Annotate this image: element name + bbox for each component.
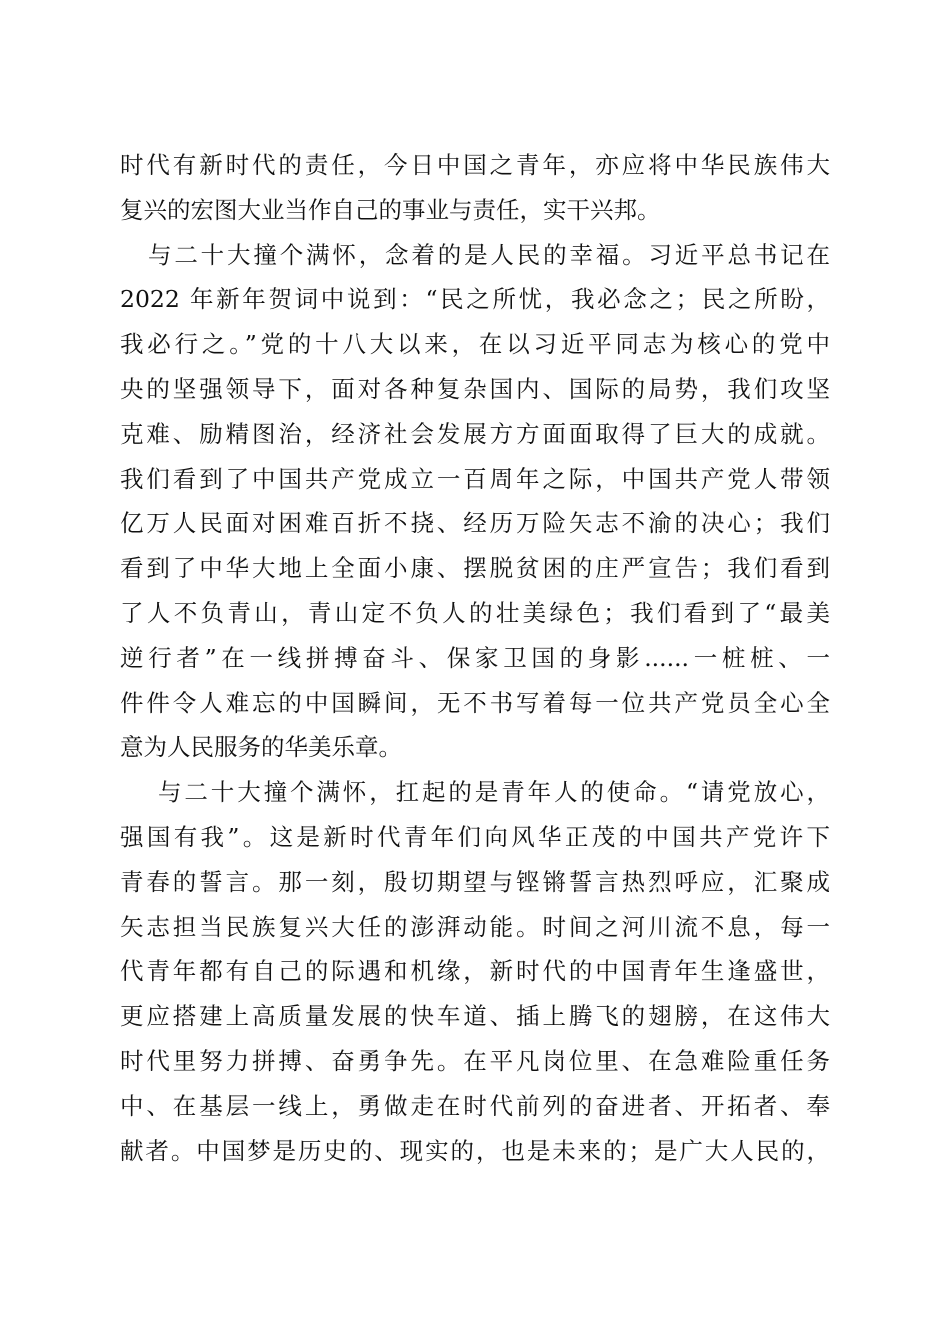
text-line: 我必行之。”党的十八大以来，在以习近平同志为核心的党中 — [120, 330, 830, 359]
text-line: 矢志担当民族复兴大任的澎湃动能。时间之河川流不息，每一 — [120, 912, 830, 941]
text-line: 逆行者”在一线拼搏奋斗、保家卫国的身影......一桩桩、一 — [120, 643, 830, 672]
text-line: 中、在基层一线上，勇做走在时代前列的奋进者、开拓者、奉 — [120, 1091, 830, 1120]
text-line: 我们看到了中国共产党成立一百周年之际，中国共产党人带领 — [120, 464, 830, 493]
text-line: 克难、励精图治，经济社会发展方方面面取得了巨大的成就。 — [120, 419, 830, 448]
text-line: 了人不负青山，青山定不负人的壮美绿色；我们看到了“最美 — [120, 598, 830, 627]
text-line: 时代里努力拼搏、奋勇争先。在平凡岗位里、在急难险重任务 — [120, 1046, 830, 1075]
text-line: 青春的誓言。那一刻，殷切期望与铿锵誓言热烈呼应，汇聚成 — [120, 867, 830, 896]
paragraph-start-line: 与二十大撞个满怀，扛起的是青年人的使命。“请党放心， — [158, 778, 830, 807]
paragraph-start-line: 与二十大撞个满怀，念着的是人民的幸福。习近平总书记在 — [148, 240, 830, 269]
text-line: 更应搭建上高质量发展的快车道、插上腾飞的翅膀，在这伟大 — [120, 1002, 830, 1031]
text-line: 强国有我”。这是新时代青年们向风华正茂的中国共产党许下 — [120, 822, 830, 851]
text-line: 央的坚强领导下，面对各种复杂国内、国际的局势，我们攻坚 — [120, 374, 830, 403]
body-text — [120, 143, 830, 1173]
text-line: 看到了中华大地上全面小康、摆脱贫困的庄严宣告；我们看到 — [120, 554, 830, 583]
text-line: 复兴的宏图大业当作自己的事业与责任，实干兴邦。 — [120, 195, 661, 224]
text-line: 件件令人难忘的中国瞬间，无不书写着每一位共产党员全心全 — [120, 688, 830, 717]
text-line: 意为人民服务的华美乐章。 — [120, 733, 402, 762]
text-line: 2022 年新年贺词中说到：“民之所忧，我必念之；民之所盼， — [120, 285, 830, 314]
text-line: 亿万人民面对困难百折不挠、经历万险矢志不渝的决心；我们 — [120, 509, 830, 538]
text-line: 代青年都有自己的际遇和机缘，新时代的中国青年生逢盛世， — [120, 957, 830, 986]
text-line: 时代有新时代的责任，今日中国之青年，亦应将中华民族伟大 — [120, 151, 830, 179]
text-line: 献者。中国梦是历史的、现实的，也是未来的；是广大人民的， — [120, 1136, 830, 1165]
